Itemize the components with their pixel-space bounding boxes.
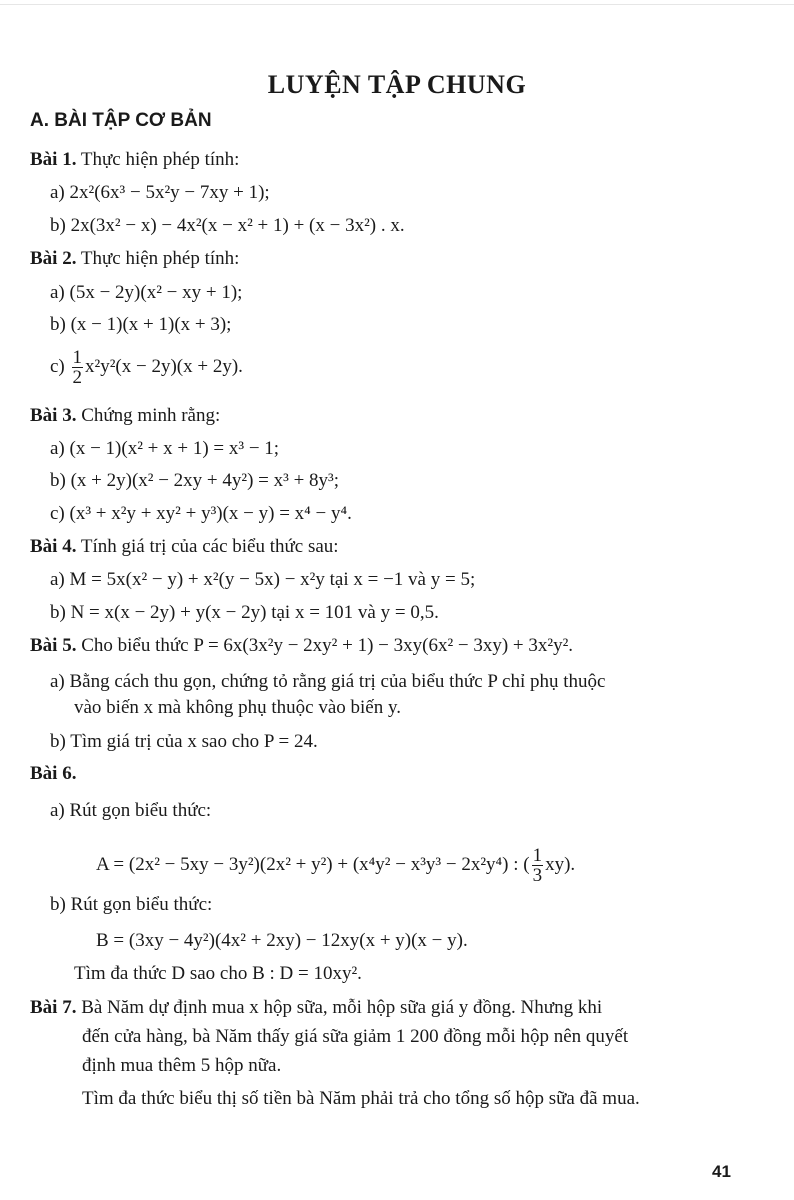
exercise-3-label: Bài 3.	[30, 405, 77, 426]
exercise-1-text: Thực hiện phép tính:	[76, 149, 240, 170]
exercise-3b: b) (x + 2y)(x² − 2xy + 4y²) = x³ + 8y³;	[50, 470, 340, 491]
exercise-7-line2: đến cửa hàng, bà Năm thấy giá sữa giảm 1 200 đồng mỗi hộp nên quyết	[82, 1026, 629, 1047]
exercise-7-heading	[30, 996, 602, 1020]
exercise-2a: a) (5x − 2y)(x² − xy + 1);	[50, 282, 243, 303]
exercise-2c-prefix: c)	[50, 355, 70, 377]
page-edge-line	[0, 4, 794, 5]
exercise-1-label: Bài 1.	[30, 149, 77, 170]
exercise-6-expression-a	[96, 846, 575, 885]
fraction-numerator: 1	[532, 845, 543, 866]
exercise-3a: a) (x − 1)(x² + x + 1) = x³ − 1;	[50, 438, 280, 459]
exercise-7-line4: Tìm đa thức biểu thị số tiền bà Năm phải trả cho tổng số hộp sữa đã mua.	[82, 1088, 640, 1109]
exercise-7-line3: định mua thêm 5 hộp nữa.	[82, 1055, 282, 1076]
page-title: LUYỆN TẬP CHUNG	[267, 70, 527, 99]
exercise-6a: a) Rút gọn biểu thức:	[50, 800, 212, 821]
exercise-1a: a) 2x²(6x³ − 5x²y − 7xy + 1);	[50, 182, 270, 203]
fraction-denominator: 2	[72, 367, 83, 388]
exercise-5a-line1: a) Bằng cách thu gọn, chứng tỏ rằng giá trị của biểu thức P chỉ phụ thuộc	[50, 671, 606, 692]
exercise-2c-expression: x²y²(x − 2y)(x + 2y).	[85, 355, 243, 377]
expression-a-main: A = (2x² − 5xy − 3y²)(2x² + y²) + (x⁴y² − x³y³ − 2x²y⁴) : (	[96, 853, 530, 875]
exercise-6-expression-b: B = (3xy − 4y²)(4x² + 2xy) − 12xy(x + y)(x − y).	[96, 930, 468, 951]
exercise-7-line1: Bà Năm dự định mua x hộp sữa, mỗi hộp sữa giá y đồng. Nhưng khi	[76, 997, 603, 1018]
exercise-5b: b) Tìm giá trị của x sao cho P = 24.	[50, 731, 318, 752]
exercise-5a-line2: vào biến x mà không phụ thuộc vào biến y.	[74, 697, 401, 718]
exercise-2b: b) (x − 1)(x + 1)(x + 3);	[50, 314, 232, 335]
exercise-6-label: Bài 6.	[30, 763, 77, 784]
exercise-3c: c) (x³ + x²y + xy² + y³)(x − y) = x⁴ − y⁴.	[50, 503, 352, 524]
exercise-4a: a) M = 5x(x² − y) + x²(y − 5x) − x²y tại x = −1 và y = 5;	[50, 569, 476, 590]
exercise-4-heading	[30, 535, 339, 559]
fraction-one-half	[72, 348, 84, 387]
exercise-6-heading	[30, 762, 76, 786]
exercise-1-heading	[30, 148, 239, 172]
exercise-3-heading	[30, 404, 220, 428]
fraction-one-third	[532, 846, 544, 885]
section-heading-basic-exercises: A. BÀI TẬP CƠ BẢN	[30, 110, 212, 131]
exercise-2-text: Thực hiện phép tính:	[76, 248, 240, 269]
fraction-numerator: 1	[72, 347, 83, 368]
exercise-4b: b) N = x(x − 2y) + y(x − 2y) tại x = 101 và y = 0,5.	[50, 602, 439, 623]
exercise-4-label: Bài 4.	[30, 536, 77, 557]
fraction-denominator: 3	[532, 865, 543, 886]
exercise-3-text: Chứng minh rằng:	[76, 405, 221, 426]
exercise-2c	[50, 348, 243, 387]
exercise-7-label: Bài 7.	[30, 997, 77, 1018]
exercise-5-heading	[30, 634, 573, 658]
exercise-5-label: Bài 5.	[30, 635, 77, 656]
exercise-1b: b) 2x(3x² − x) − 4x²(x − x² + 1) + (x − 3x²) . x.	[50, 215, 405, 236]
exercise-6-find-d: Tìm đa thức D sao cho B : D = 10xy².	[74, 963, 362, 984]
exercise-6b: b) Rút gọn biểu thức:	[50, 894, 213, 915]
exercise-4-text: Tính giá trị của các biểu thức sau:	[76, 536, 339, 557]
expression-a-end: xy).	[545, 853, 576, 875]
exercise-2-label: Bài 2.	[30, 248, 77, 269]
exercise-2-heading	[30, 247, 239, 271]
page-number: 41	[712, 1162, 731, 1181]
exercise-5-text: Cho biểu thức P = 6x(3x²y − 2xy² + 1) − 3xy(6x² − 3xy) + 3x²y².	[76, 635, 574, 656]
